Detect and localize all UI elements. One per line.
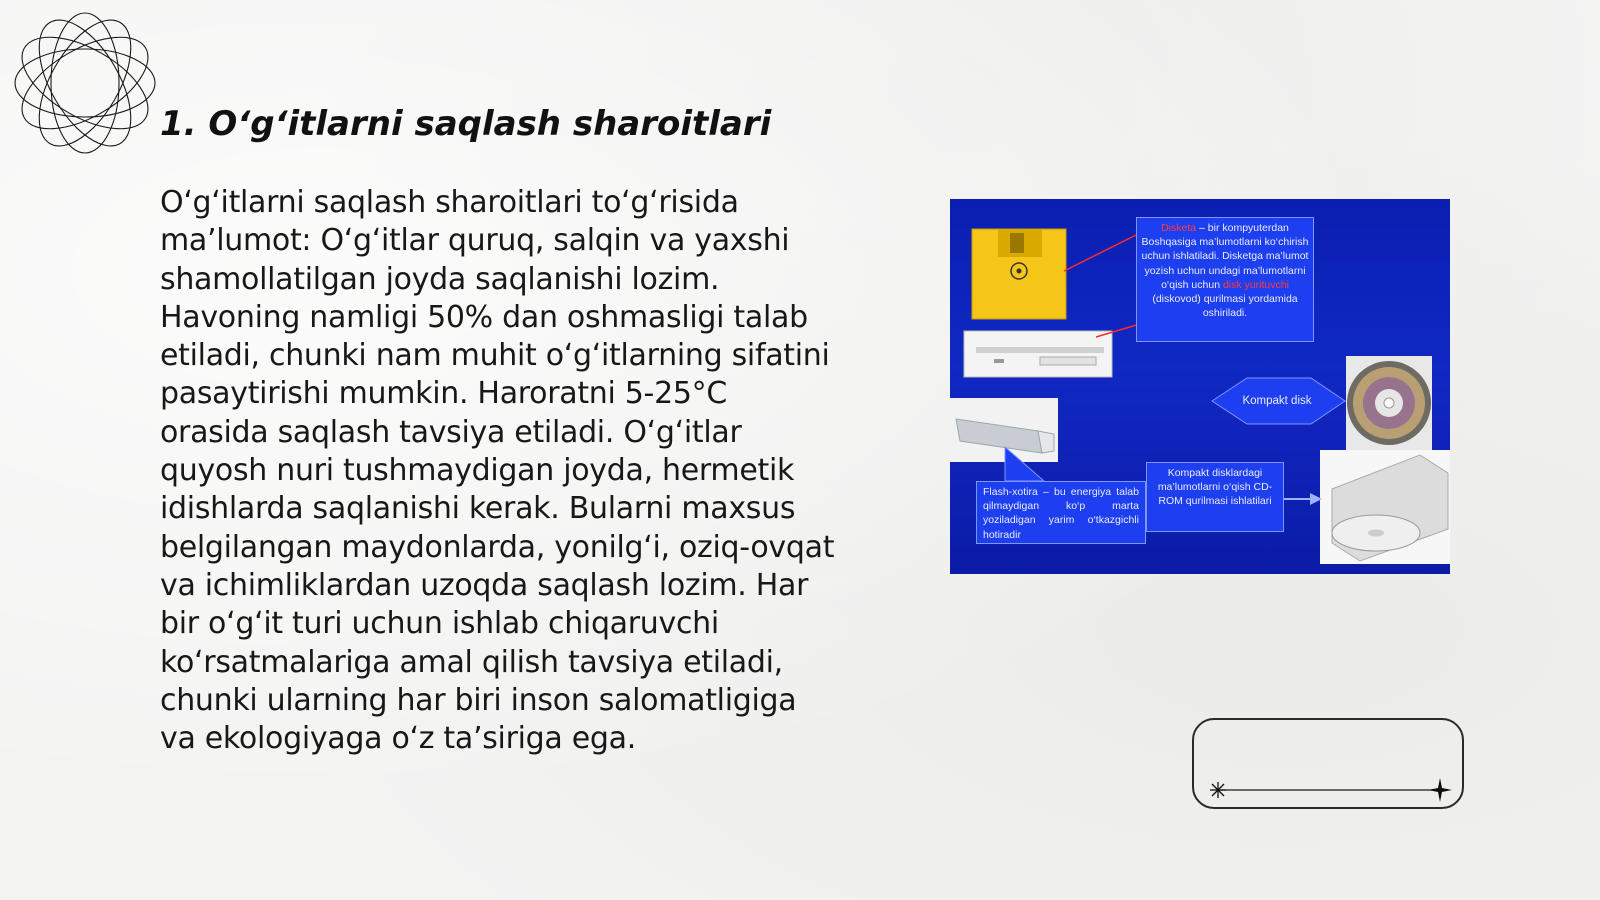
- floppy-drive-icon: [964, 331, 1112, 377]
- flash-info-box: Flash-xotira – bu energiya talab qilmaydigan ko‘p marta yoziladigan yarim o‘tkazgichli hotiradir: [976, 481, 1146, 544]
- disketa-highlight-mid: disk yurituvchi: [1222, 278, 1289, 291]
- slide-paragraph: O‘g‘itlarni saqlash sharoitlari to‘g‘risida ma’lumot: O‘g‘itlar quruq, salqin va yaxshi shamollatilgan joyda saqlanishi lozim. Havoning namligi 50% dan oshmasligi talab etiladi, chunki nam muhit o‘g‘itlarning sifatini pasaytirishi mumkin. Haroratni 5-25°C orasida saqlash tavsiya etiladi. O‘g‘itlar quyosh nuri tushmaydigan joyda, hermetik idishlarda saqlanishi kerak. Bularni maxsus belgilangan maydonlarda, yonilg‘i, oziq-ovqat va ichimliklardan uzoqda saqlash lozim. Har bir o‘g‘it turi uchun ishlab chiqaruvchi ko‘rsatmalariga amal qilish tavsiya etiladi, chunki ularning har biri inson salomatligiga va ekologiyaga o‘z ta’siriga ega.: [160, 185, 835, 757]
- cdrom-drive-icon: [1320, 450, 1450, 564]
- compact-disk-label: Kompakt disk: [1242, 395, 1312, 407]
- sparkle-icon: [1210, 782, 1226, 798]
- card-graphics: [1194, 720, 1466, 811]
- disketa-highlight: Disketa: [1161, 222, 1197, 234]
- disketa-info-box: [1136, 217, 1314, 342]
- floppy-connector-line: [1064, 235, 1136, 271]
- compact-disk-icon: [1346, 356, 1432, 450]
- floppy-disk-icon: [972, 229, 1066, 319]
- storage-devices-figure: [950, 199, 1450, 574]
- rosette-logo-icon: [10, 8, 160, 158]
- decorative-card: [1192, 718, 1464, 809]
- cross-star-icon: [1428, 778, 1452, 802]
- flash-drive-icon: [950, 398, 1058, 462]
- cdrom-info-box: Kompakt disklardagi ma’lumotlarni o‘qish CD-ROM qurilmasi ishlatilari: [1146, 462, 1284, 532]
- disketa-text-2: (diskovod) qurilmasi yordamida oshiriladi.: [1152, 293, 1298, 320]
- disketa-text-1: – bir kompyuterdan Boshqasiga ma’lumotlarni ko‘chirish uchun ishlatiladi. Disketga ma’lumot yozish uchun undagi ma’lumotlarni o‘qish uchun: [1141, 222, 1309, 291]
- slide-title: 1. O‘g‘itlarni saqlash sharoitlari: [160, 104, 772, 144]
